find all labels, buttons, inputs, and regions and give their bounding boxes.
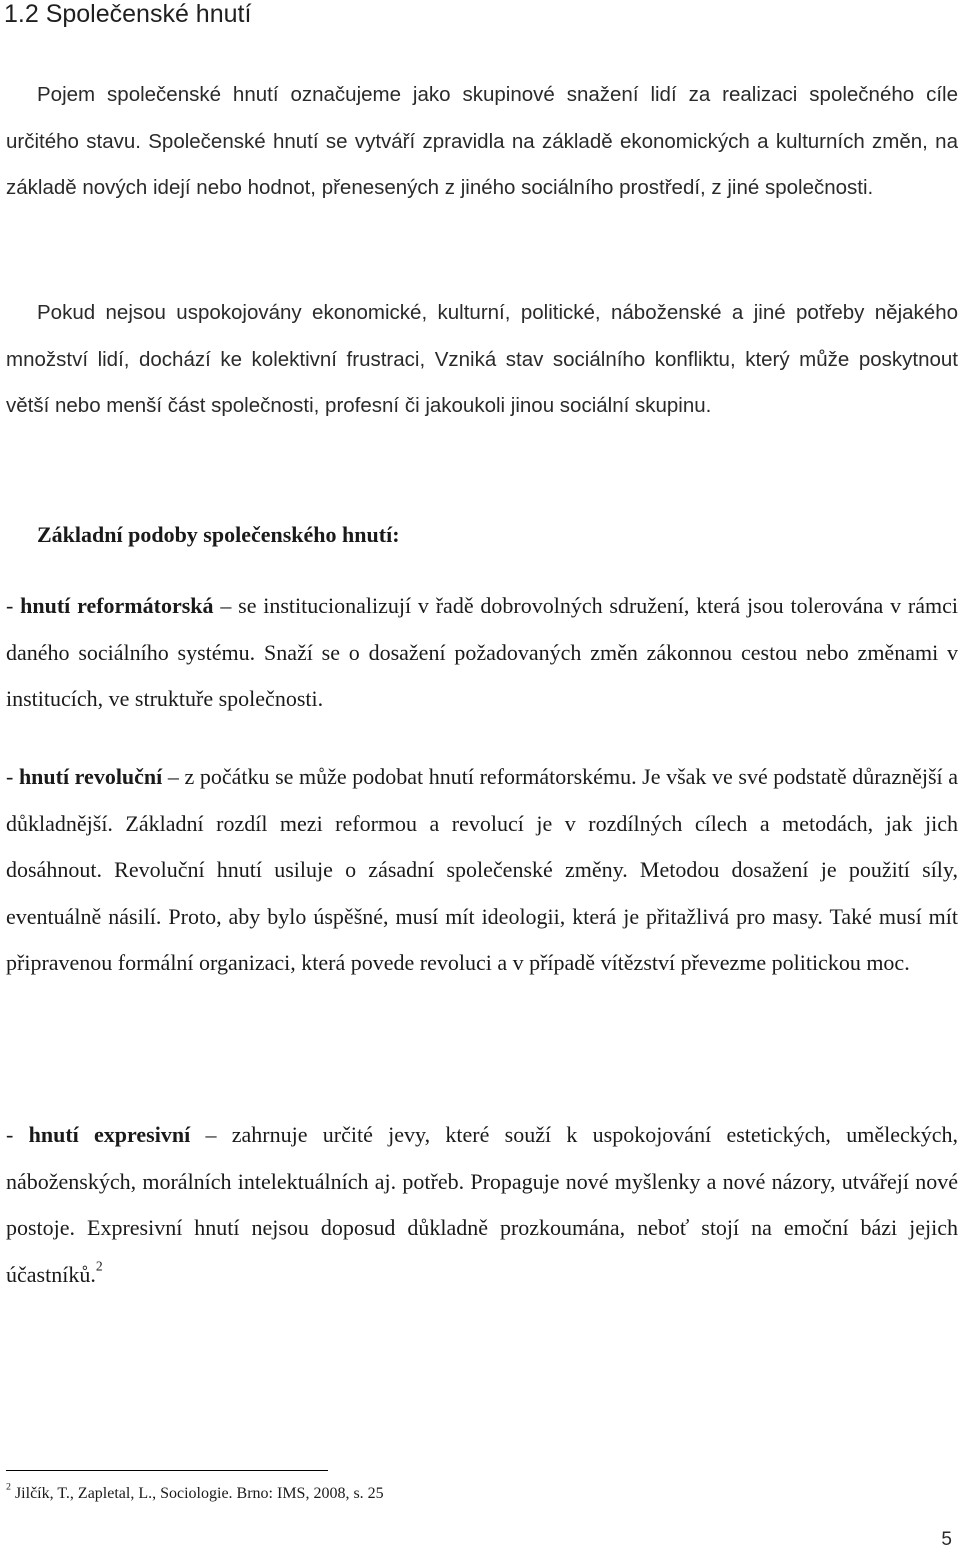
footnote-separator — [6, 1470, 328, 1471]
footnote-reference[interactable]: 2 — [95, 1257, 103, 1273]
movement-expressive-dash: - — [6, 1122, 29, 1147]
movement-expressive — [6, 1112, 958, 1298]
movement-revolutionary-term: hnutí revoluční — [18, 764, 163, 789]
movement-reformist-dash: - — [6, 593, 21, 618]
movement-reformist-term: hnutí reformátorská — [20, 593, 214, 618]
section-heading: 1.2 Společenské hnutí — [4, 0, 252, 28]
paragraph-definition: Pojem společenské hnutí označujeme jako skupinové snažení lidí za realizaci společného cíle určitého stavu. Společenské hnutí se vytváří zpravidla na základě ekonomických a kulturních změn, na základě nových idejí nebo hodnot, přenesených z jiného sociálního prostředí, z jiné společnosti. — [6, 83, 958, 199]
movement-reformist — [6, 583, 958, 723]
subheading-movement-types: Základní podoby společenského hnutí: — [37, 522, 400, 547]
movement-revolutionary — [6, 754, 958, 987]
footnote-marker: 2 — [6, 1481, 11, 1493]
paragraph-frustration: Pokud nejsou uspokojovány ekonomické, kulturní, politické, náboženské a jiné potřeby nějakého množství lidí, dochází ke kolektivní frustraci, Vzniká stav sociálního konfliktu, který může poskytnout větší nebo menší část společnosti, profesní či jakoukoli jinou sociální skupinu. — [6, 301, 958, 417]
movement-expressive-text: – zahrnuje určité jevy, které souží k uspokojování estetických, uměleckých, náboženských, morálních intelektuálních aj. potřeb. Propaguje nové myšlenky a nové názory, utvářejí nové postoje. Expresivní hnutí nejsou doposud důkladně prozkoumána, neboť stojí na emoční bázi jejich účastníků. — [6, 1122, 958, 1287]
movement-revolutionary-dash: - — [6, 764, 19, 789]
footnote-text: Jilčík, T., Zapletal, L., Sociologie. Brno: IMS, 2008, s. 25 — [10, 1485, 384, 1502]
footnote — [6, 1482, 384, 1506]
movement-revolutionary-text: – z počátku se může podobat hnutí reformátorskému. Je však ve své podstatě důraznější a důkladnější. Základní rozdíl mezi reformou a revolucí je v rozdílných cílech a metodách, jak jich dosáhnout. Revoluční hnutí usiluje o zásadní společenské změny. Metodou dosažení je použití síly, eventuálně násilí. Proto, aby bylo úspěšné, musí mít ideologii, která je přitažlivá pro masy. Také musí mít připravenou formální organizaci, která povede revoluci a v případě vítězství převezme politickou moc. — [6, 764, 958, 975]
movement-reformist-text: – se institucionalizují v řadě dobrovolných sdružení, která jsou tolerována v rámci daného sociálního systému. Snaží se o dosažení požadovaných změn zákonnou cestou nebo změnami v institucích, ve struktuře společnosti. — [6, 593, 958, 711]
page-number: 5 — [941, 1529, 952, 1550]
movement-expressive-term: hnutí expresivní — [28, 1122, 191, 1147]
